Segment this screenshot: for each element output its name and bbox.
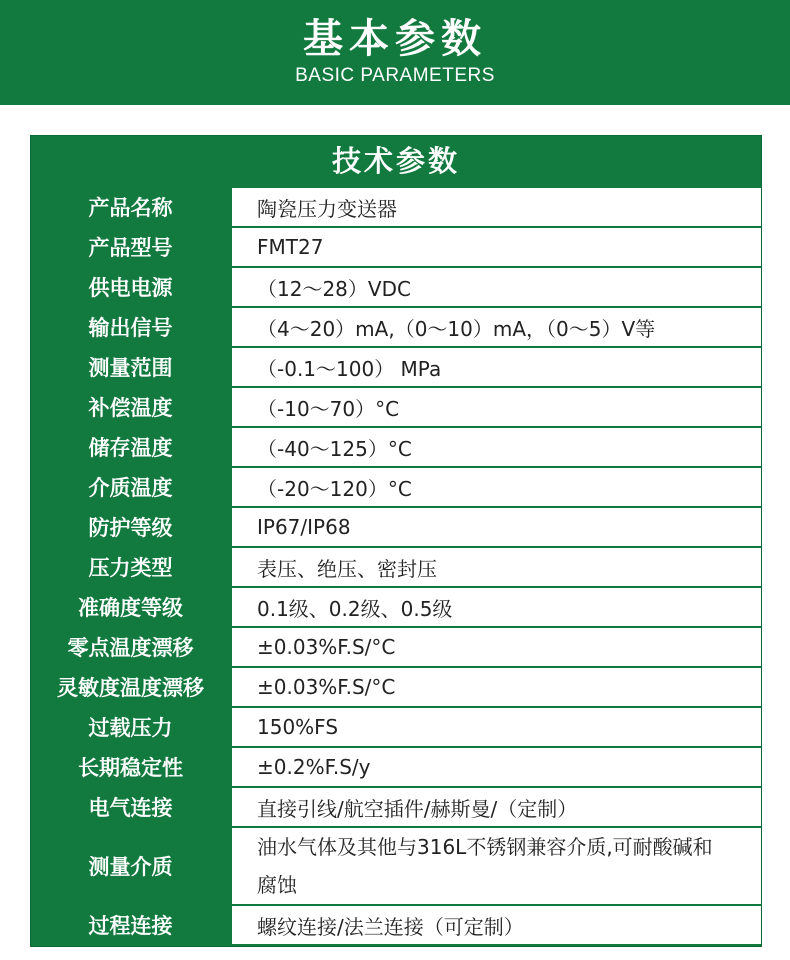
spec-value: 油水气体及其他与316L不锈钢兼容介质,可耐酸碱和腐蚀 <box>232 828 761 904</box>
spec-row-sensitivity-drift <box>31 668 761 706</box>
spec-label: 测量介质 <box>88 855 173 879</box>
spec-label: 储存温度 <box>88 436 173 460</box>
spec-row-long-term-stability <box>31 748 761 786</box>
spec-value: ±0.03%F.S/°C <box>232 628 761 666</box>
spec-rows <box>31 188 761 946</box>
spec-row-zero-drift <box>31 628 761 666</box>
page-subtitle: BASIC PARAMETERS <box>295 65 495 86</box>
spec-value: （4～20）mA,（0～10）mA，（0～5）V等 <box>232 308 761 346</box>
spec-label: 灵敏度温度漂移 <box>57 676 204 700</box>
spec-row-measured-medium <box>31 828 761 904</box>
spec-row-pressure-type <box>31 548 761 586</box>
spec-table <box>30 135 762 947</box>
spec-label: 介质温度 <box>88 476 173 500</box>
spec-row-accuracy-class <box>31 588 761 626</box>
spec-row-measuring-range <box>31 348 761 386</box>
spec-value: 表压、绝压、密封压 <box>232 548 761 586</box>
spec-label: 补偿温度 <box>88 396 173 420</box>
spec-row-overload-pressure <box>31 708 761 746</box>
spec-label: 压力类型 <box>88 556 173 580</box>
spec-label: 供电电源 <box>88 276 173 300</box>
table-caption: 技术参数 <box>331 144 460 178</box>
spec-value: 150%FS <box>232 708 761 746</box>
spec-label: 防护等级 <box>88 516 173 540</box>
spec-value: （-40～125）°C <box>232 428 761 466</box>
spec-value: ±0.03%F.S/°C <box>232 668 761 706</box>
page-title: 基本参数 <box>303 16 487 62</box>
header-banner <box>0 0 790 105</box>
spec-label: 过程连接 <box>88 914 173 938</box>
spec-value: ±0.2%F.S/y <box>232 748 761 786</box>
spec-value: （-0.1～100） MPa <box>232 348 761 386</box>
spec-value: （-20～120）°C <box>232 468 761 506</box>
spec-label: 产品型号 <box>88 236 173 260</box>
spec-label: 准确度等级 <box>78 596 183 620</box>
spec-value: 陶瓷压力变送器 <box>232 188 761 226</box>
spec-label: 长期稳定性 <box>78 756 183 780</box>
spec-row-model <box>31 228 761 266</box>
spec-row-output-signal <box>31 308 761 346</box>
spec-value: 直接引线/航空插件/赫斯曼/（定制） <box>232 788 761 826</box>
spec-label: 过载压力 <box>88 716 173 740</box>
spec-value: 0.1级、0.2级、0.5级 <box>232 588 761 626</box>
spec-value: 螺纹连接/法兰连接（可定制） <box>232 906 761 944</box>
spec-row-compensation-temp <box>31 388 761 426</box>
spec-row-electrical-connection <box>31 788 761 826</box>
spec-row-medium-temp <box>31 468 761 506</box>
spec-value: （12～28）VDC <box>232 268 761 306</box>
spec-row-product-name <box>31 188 761 226</box>
spec-label: 电气连接 <box>88 796 173 820</box>
spec-row-storage-temp <box>31 428 761 466</box>
spec-row-protection-grade <box>31 508 761 546</box>
spec-row-power-supply <box>31 268 761 306</box>
spec-value: IP67/IP68 <box>232 508 761 546</box>
spec-label: 测量范围 <box>88 356 173 380</box>
spec-label: 零点温度漂移 <box>67 636 194 660</box>
spec-value: FMT27 <box>232 228 761 266</box>
spec-row-process-connection <box>31 906 761 944</box>
spec-value: （-10～70）°C <box>232 388 761 426</box>
spec-label: 输出信号 <box>88 316 173 340</box>
spec-label: 产品名称 <box>88 196 173 220</box>
